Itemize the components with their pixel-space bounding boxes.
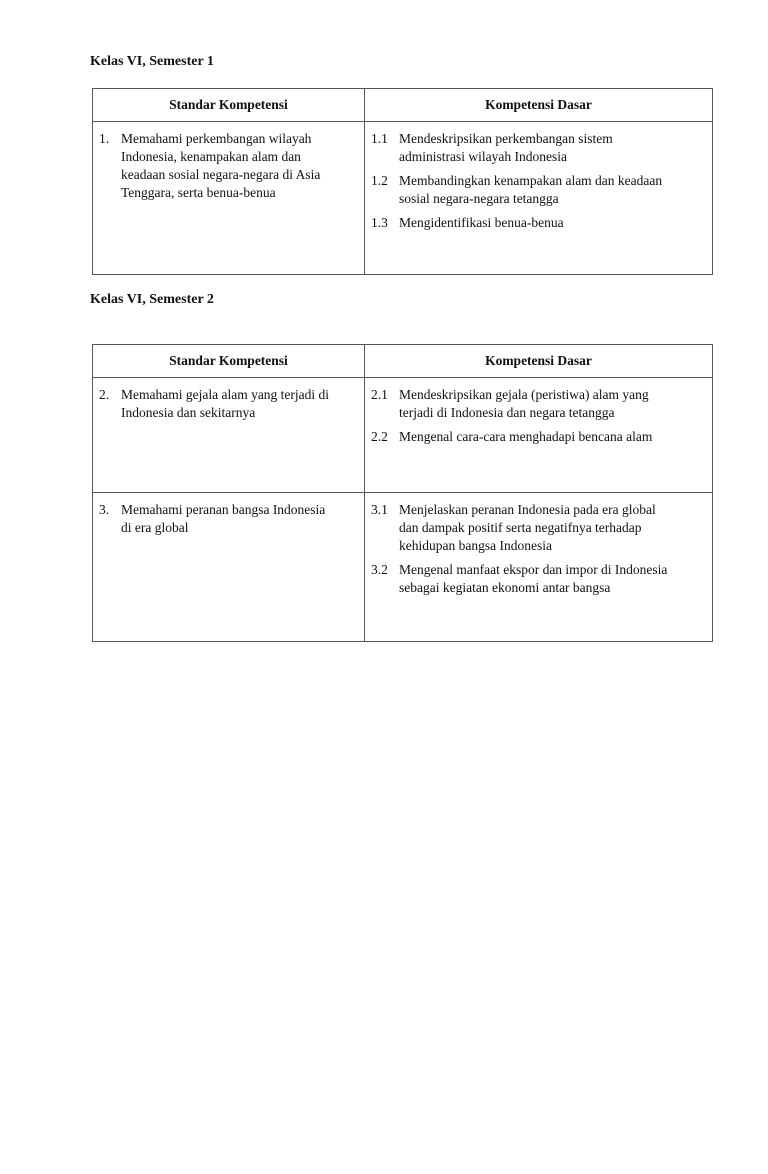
kd-number: 3.2 bbox=[371, 562, 388, 577]
kd-number: 1.1 bbox=[371, 131, 388, 146]
sk-line: Memahami gejala alam yang terjadi di bbox=[121, 387, 330, 402]
kd-line: Mengidentifikasi benua-benua bbox=[399, 215, 564, 230]
sk-line: Memahami perkembangan wilayah bbox=[121, 131, 312, 146]
kompetensi-dasar-cell bbox=[365, 378, 713, 493]
kd-item bbox=[371, 214, 706, 232]
kd-line: Menjelaskan peranan Indonesia pada era global bbox=[399, 502, 656, 517]
column-header-kompetensi-dasar: Kompetensi Dasar bbox=[365, 345, 713, 378]
kompetensi-dasar-cell bbox=[365, 493, 713, 642]
kd-number: 1.3 bbox=[371, 215, 388, 230]
kd-line: kehidupan bangsa Indonesia bbox=[399, 538, 552, 553]
table-row bbox=[93, 122, 713, 275]
sk-text bbox=[121, 386, 358, 422]
kompetensi-dasar-cell bbox=[365, 122, 713, 275]
kd-line: terjadi di Indonesia dan negara tetangga bbox=[399, 405, 615, 420]
kd-number: 2.1 bbox=[371, 387, 388, 402]
sk-text bbox=[121, 501, 358, 537]
kd-line: Mendeskripsikan gejala (peristiwa) alam yang bbox=[399, 387, 649, 402]
kd-item bbox=[371, 172, 706, 208]
kd-number: 3.1 bbox=[371, 502, 388, 517]
semester-1-table bbox=[92, 88, 713, 275]
sk-number: 2. bbox=[99, 387, 110, 402]
kd-line: sosial negara-negara tetangga bbox=[399, 191, 559, 206]
kd-line: dan dampak positif serta negatifnya terhadap bbox=[399, 520, 642, 535]
kd-item bbox=[371, 386, 706, 422]
kd-item bbox=[371, 501, 706, 555]
table-header-row bbox=[93, 89, 713, 122]
sk-line: di era global bbox=[121, 520, 189, 535]
sk-text bbox=[121, 130, 358, 202]
sk-number: 3. bbox=[99, 502, 110, 517]
sk-line: keadaan sosial negara-negara di Asia bbox=[121, 167, 321, 182]
kd-line: sebagai kegiatan ekonomi antar bangsa bbox=[399, 580, 611, 595]
kd-line: Membandingkan kenampakan alam dan keadaan bbox=[399, 173, 663, 188]
kd-line: Mengenal manfaat ekspor dan impor di Indonesia bbox=[399, 562, 668, 577]
column-header-standar-kompetensi: Standar Kompetensi bbox=[93, 345, 365, 378]
table-row bbox=[93, 493, 713, 642]
semester-1-heading: Kelas VI, Semester 1 bbox=[90, 54, 214, 69]
sk-line: Tenggara, serta benua-benua bbox=[121, 185, 276, 200]
semester-2-table bbox=[92, 344, 713, 642]
standar-kompetensi-cell bbox=[93, 122, 365, 275]
kd-line: Mendeskripsikan perkembangan sistem bbox=[399, 131, 613, 146]
column-header-standar-kompetensi: Standar Kompetensi bbox=[93, 89, 365, 122]
table-row bbox=[93, 378, 713, 493]
sk-line: Memahami peranan bangsa Indonesia bbox=[121, 502, 326, 517]
standar-kompetensi-cell bbox=[93, 378, 365, 493]
sk-line: Indonesia, kenampakan alam dan bbox=[121, 149, 301, 164]
kd-item bbox=[371, 561, 706, 597]
semester-2-heading: Kelas VI, Semester 2 bbox=[90, 292, 214, 307]
kd-number: 1.2 bbox=[371, 173, 388, 188]
kd-number: 2.2 bbox=[371, 429, 388, 444]
kd-line: administrasi wilayah Indonesia bbox=[399, 149, 567, 164]
column-header-kompetensi-dasar: Kompetensi Dasar bbox=[365, 89, 713, 122]
sk-number: 1. bbox=[99, 131, 110, 146]
table-header-row bbox=[93, 345, 713, 378]
sk-line: Indonesia dan sekitarnya bbox=[121, 405, 256, 420]
kd-item bbox=[371, 428, 706, 446]
standar-kompetensi-cell bbox=[93, 493, 365, 642]
kd-line: Mengenal cara-cara menghadapi bencana alam bbox=[399, 429, 653, 444]
kd-item bbox=[371, 130, 706, 166]
